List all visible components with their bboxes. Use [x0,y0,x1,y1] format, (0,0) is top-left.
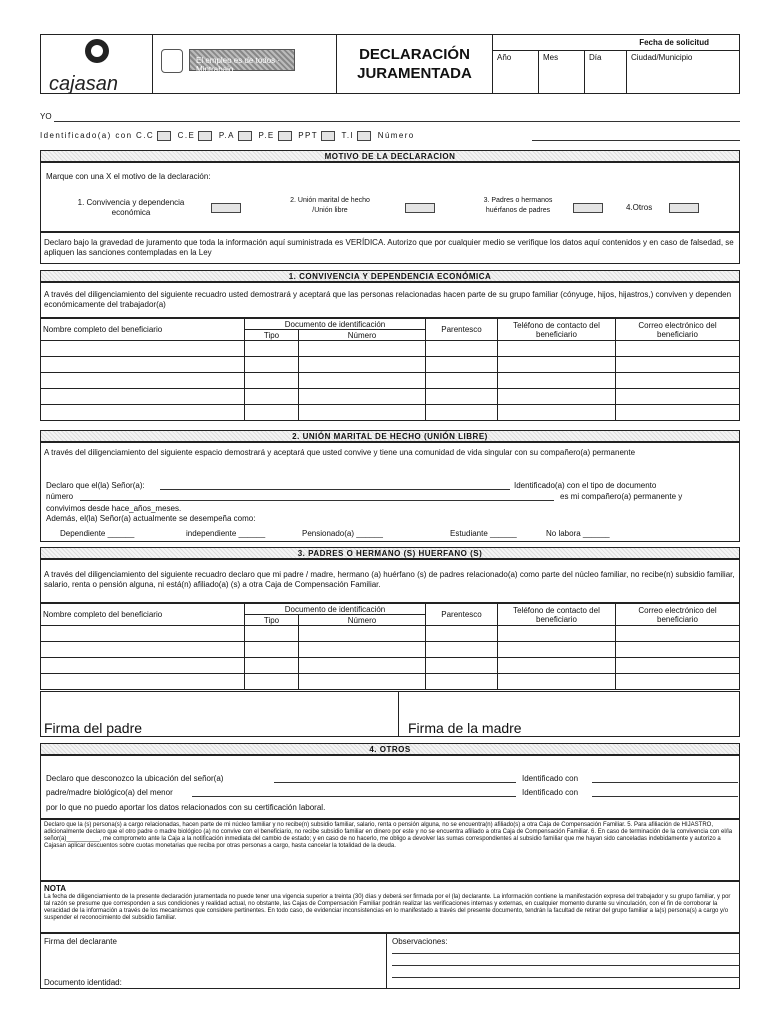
sec4-band: 4. OTROS [40,743,740,755]
id-row [40,131,415,141]
motivo-band: MOTIVO DE LA DECLARACION [40,150,740,162]
cajasan-logo-icon [85,39,109,63]
sec2-estudiante[interactable]: Estudiante ______ [450,529,517,538]
table-row[interactable] [41,658,740,674]
sec4-line2: padre/madre biológico(a) del menor [46,788,173,797]
sec2-convivimos: convivimos desde hace_años_meses. [46,504,182,513]
observaciones-line-3[interactable] [392,968,740,978]
yo-label: YO [40,112,52,121]
brand-name: cajasan [49,73,118,95]
sec2-intro: A través del diligenciamiento del siguiente espacio demostrará y aceptará que usted convive y tiene una comunidad de vida singular con su compañero(a) permanente [44,448,636,457]
doc-type-pe: P.E [258,131,275,141]
firma-declarante[interactable]: Firma del declarante [44,937,117,946]
sec4-ident2: Identificado con [522,788,579,797]
doc-type-pa: P.A [218,131,235,141]
pe-checkbox[interactable] [278,131,292,141]
motivo-opt1-label: 1. Convivencia y dependencia económica [77,198,185,217]
firma-madre[interactable]: Firma de la madre [408,720,522,736]
sec2-identificado: Identificado(a) con el tipo de documento [514,481,657,490]
sec4-ident1: Identificado con [522,774,579,783]
gov-banner-text: El empleo es de todos · Mintrabajo [196,56,281,74]
identificado-label: Identificado(a) con [40,131,133,141]
sec1-col-numero: Número [299,330,426,341]
table-row[interactable] [41,341,740,357]
logo-cell [41,35,153,93]
legal-text: Declaro que la (s) persona(s) a cargo relacionadas, hacen parte de mi núcleo familiar y no recibe(n) subsidio familiar, salario, renta o pensión alguna, no se encuentra(n) afiliado(s) a otra Caja de Compensación Familiar. 5. Para afiliación de HIJASTRO, adicionalmente declaro que el otro padre o madre biológico (a) no convive con el beneficiario, no recibe subsidio familiar en dinero por este y no se encuentra afiliado a otra Caja de Compensación Familiar. 6. En caso de terminación de la convivencia con el/la señor(a)__________, me comprometo ante la Caja a la notificación inmediata del cambio de estado; y en caso de no hacerlo, me obligo a devolver las sumas correspondientes al subsidio familiar que me hayan sido canceladas indebidamente y autorizo a Cajasan aplicar descuentos sobre cuotas monetarias que reciba por otras personas a cargo, hasta cancelar la totalidad de la deuda. [44,822,733,849]
sec3-col-numero: Número [299,615,426,626]
sec2-ademas: Además, el(la) Señor(a) actualmente se desempeña como: [46,514,256,523]
sec2-no-labora[interactable]: No labora ______ [546,529,610,538]
date-month[interactable]: Mes [539,51,585,93]
doc-type-ppt: PPT [298,131,318,141]
title-line-1: DECLARACIÓN [359,46,470,63]
numero-label: Número [377,131,415,141]
date-cell [493,35,739,93]
table-row[interactable] [41,626,740,642]
motivo-opt3-checkbox[interactable] [573,203,603,213]
numero-input[interactable] [532,131,740,141]
sec3-col-doc: Documento de identificación [245,604,426,615]
pa-checkbox[interactable] [238,131,252,141]
sec3-col-tipo: Tipo [245,615,299,626]
sec2-pensionado[interactable]: Pensionado(a) ______ [302,529,383,538]
motivo-opt4-checkbox[interactable] [669,203,699,213]
nota-text: La fecha de diligenciamiento de la presente declaración juramentada no puede tener una vigencia superior a treinta (30) días y deberá ser firmada por el (la) declarante. La información contiene la manifestación expresa del trabajador y su grupo familiar, y por tal razón se presume que corresponden a sus condiciones y realidad actual, no obstante, las Cajas de Compensación Familiar podrán realizar las verificaciones internas y externas, en cualquier momento durante su vinculación, con el fin de corroborar la veracidad de la información a través de los mecanismos que considere pertinentes. En todo caso, de evidenciar inconsistencias en lo manifestado a través del presente documento, tendrán la facultad de retirar del grupo familiar a la(s) persona(s) a cargo y/o suspender el reconocimiento del subsidio familiar. [44,894,731,921]
sec2-companero: es mi compañero(a) permanente y [560,492,683,501]
table-row[interactable] [41,674,740,690]
gov-banner [189,49,295,74]
sec1-band: 1. CONVIVENCIA Y DEPENDENCIA ECONÓMICA [40,270,740,282]
motivo-opt2-label: 2. Unión marital de hecho /Unión libre [290,197,370,214]
sec3-signature-box [40,691,740,737]
firma-padre[interactable]: Firma del padre [44,720,143,736]
table-row[interactable] [41,357,740,373]
observaciones-line-1[interactable] [392,944,740,954]
gov-logo-cell [153,35,337,93]
sec1-col-tipo: Tipo [245,330,299,341]
date-city[interactable]: Ciudad/Municipio [631,53,693,62]
sec1-intro: A través del diligenciamiento del siguiente recuadro usted demostrará y aceptará que las personas relacionadas hacen parte de su grupo familiar (cónyuge, hijos, hijastros,) conviven y dependen económicamente del trabajador(a) [44,290,732,309]
sec1-col-nombre: Nombre completo del beneficiario [41,319,245,341]
doc-type-ti: T.I [341,131,355,141]
sec3-col-parentesco: Parentesco [426,604,498,626]
nota-title: NOTA [44,884,67,893]
yo-input[interactable] [54,112,740,122]
form-header [40,34,740,94]
doc-type-cc: C.C [136,131,155,141]
sec2-independiente[interactable]: independiente ______ [186,529,266,538]
date-year[interactable]: Año [493,51,539,93]
ti-checkbox[interactable] [357,131,371,141]
sec1-table [40,318,740,421]
sec1-col-doc: Documento de identificación [245,319,426,330]
sec1-col-parentesco: Parentesco [426,319,498,341]
final-divider [386,933,387,989]
motivo-opt3-label: 3. Padres o hermanos huérfanos de padres [483,197,553,214]
date-title: Fecha de solicitud [493,35,739,51]
coat-of-arms-icon [161,49,183,73]
observaciones-label: Observaciones: [392,937,448,946]
sec2-numero: número [46,492,74,501]
motivo-opt2-checkbox[interactable] [405,203,435,213]
menor-name-input[interactable] [192,788,516,797]
sec3-col-telefono: Teléfono de contacto del beneficiario [498,604,616,626]
companero-name-input[interactable] [160,481,510,490]
sec3-intro: A través del diligenciamiento del siguiente recuadro declaro que mi padre / madre, hermano (a) huérfano (s) de padres relacionado(a) como parte del núcleo familiar, no recibe(n) subsidio familiar, salario, renta o pensión alguna, ni está(n) afiliado(a) (s) a otra Caja de Compensación Familiar. [44,570,735,589]
form-title [337,35,493,93]
table-row[interactable] [41,389,740,405]
sec3-table [40,603,740,690]
ident2-input[interactable] [592,788,738,797]
date-day[interactable]: Día [585,51,627,93]
cc-checkbox[interactable] [157,131,171,141]
sec4-line1: Declaro que desconozco la ubicación del señor(a) [46,774,224,783]
declaro-text: Declaro bajo la gravedad de juramento que toda la información aquí suministrada es VERÍDICA. Autorizo que por cualquier medio se verifique los datos aquí contenidos y en caso de falsedad, se apliquen las sanciones contempladas en la Ley [44,238,734,257]
table-row[interactable] [41,373,740,389]
table-row[interactable] [41,405,740,421]
sec3-col-nombre: Nombre completo del beneficiario [41,604,245,626]
motivo-instruction: Marque con una X el motivo de la declaración: [46,172,211,181]
sec3-col-correo: Correo electrónico del beneficiario [616,604,740,626]
ident1-input[interactable] [592,774,738,783]
sec3-signature-divider [398,691,399,737]
ce-checkbox[interactable] [198,131,212,141]
ppt-checkbox[interactable] [321,131,335,141]
sec3-band: 3. PADRES O HERMANO (S) HUERFANO (S) [40,547,740,559]
sec2-dependiente[interactable]: Dependiente ______ [60,529,135,538]
sec2-declaro: Declaro que el(la) Señor(a): [46,481,145,490]
title-line-2: JURAMENTADA [357,65,472,82]
sec2-band: 2. UNIÓN MARITAL DE HECHO (UNIÓN LIBRE) [40,430,740,442]
sec1-col-correo: Correo electrónico del beneficiario [616,319,740,341]
date-row [493,51,739,93]
desconocido-name-input[interactable] [274,774,516,783]
sec4-line3: por lo que no puedo aportar los datos relacionados con su certificación laboral. [46,803,326,812]
table-row[interactable] [41,642,740,658]
sec1-col-telefono: Teléfono de contacto del beneficiario [498,319,616,341]
companero-numero-input[interactable] [80,492,554,501]
doc-type-ce: C.E [177,131,196,141]
observaciones-line-2[interactable] [392,956,740,966]
motivo-opt4-label: 4.Otros [626,203,653,212]
motivo-opt1-checkbox[interactable] [211,203,241,213]
documento-identidad[interactable]: Documento identidad: [44,978,122,987]
